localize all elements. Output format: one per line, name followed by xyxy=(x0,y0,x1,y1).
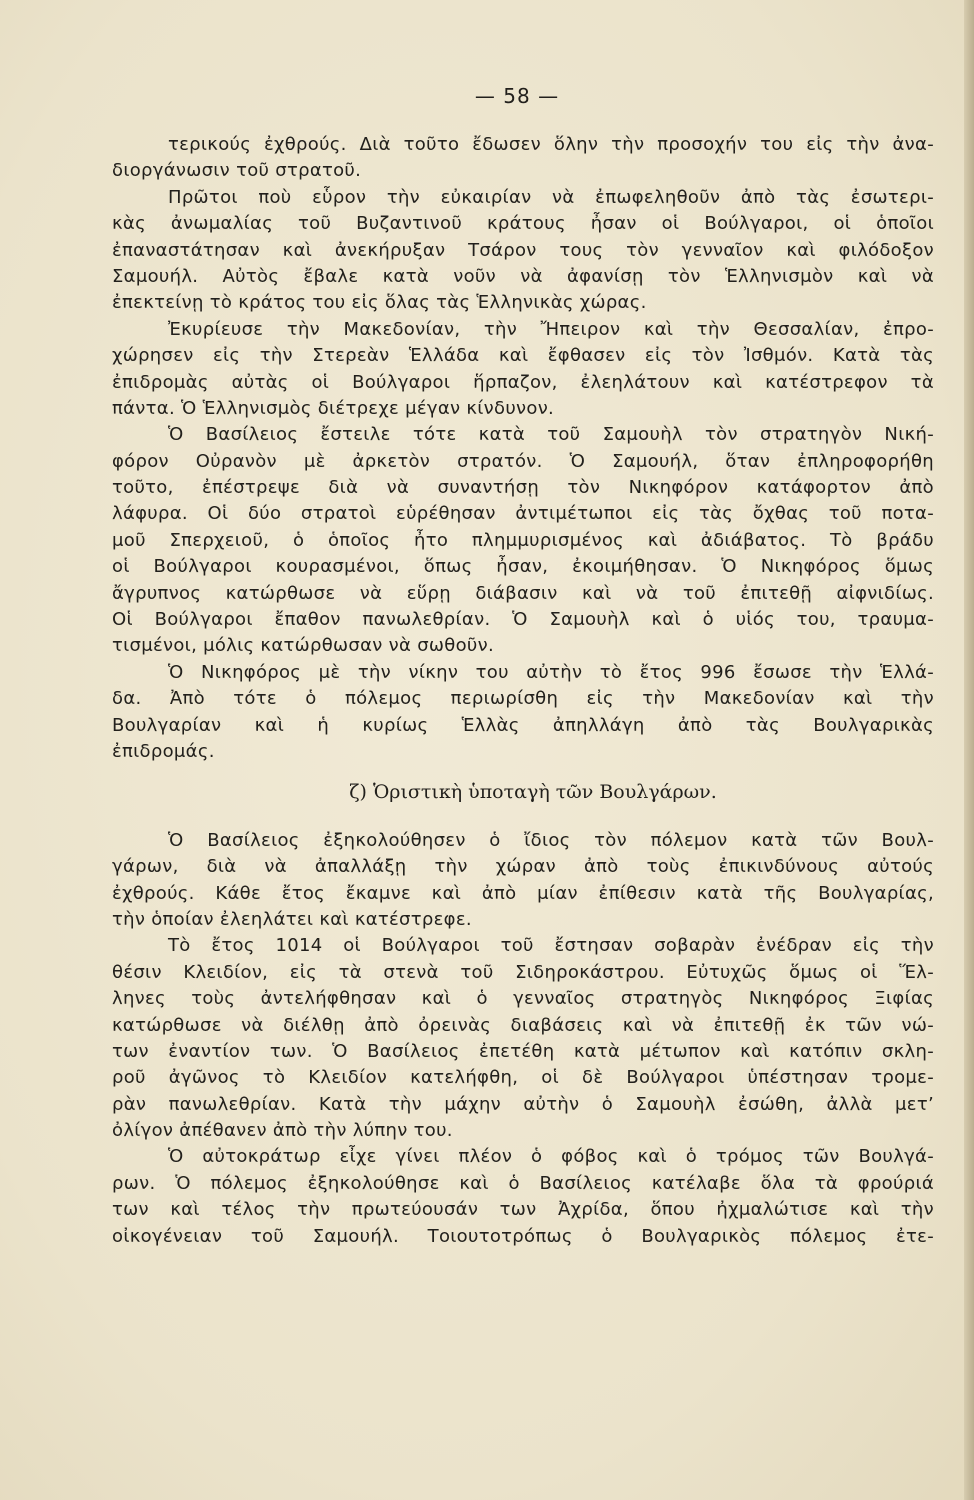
text-line: πάντα. Ὁ Ἑλληνισμὸς διέτρεχε μέγαν κίνδυνον. xyxy=(112,397,555,419)
page-number: — 58 — xyxy=(474,84,560,108)
text-line: ἐπιδρομὰς αὐτὰς οἱ Βούλγαροι ἥρπαζον, ἐλεηλάτουν καὶ κατέστρεφον τὰ xyxy=(112,371,934,393)
text-line: φόρον Οὐρανὸν μὲ ἀρκετὸν στρατόν. Ὁ Σαμουήλ, ὅταν ἐπληροφορήθη xyxy=(112,450,934,472)
text-line: δα. Ἀπὸ τότε ὁ πόλεμος περιωρίσθη εἰς τὴν Μακεδονίαν καὶ τὴν xyxy=(112,688,934,710)
text-line: ληνες τοὺς ἀντελήφθησαν καὶ ὁ γενναῖος στρατηγὸς Νικηφόρος Ξιφίας xyxy=(112,988,934,1010)
text-line: ἄγρυπνος κατώρθωσε νὰ εὕρῃ διάβασιν καὶ νὰ τοῦ ἐπιτεθῇ αἰφνιδίως. xyxy=(112,582,934,604)
text-line: των καὶ τέλος τὴν πρωτεύουσάν των Ἀχρίδα, ὅπου ἠχμαλώτισε καὶ τὴν xyxy=(112,1199,934,1221)
text-line: Ὁ αὐτοκράτωρ εἶχε γίνει πλέον ὁ φόβος καὶ ὁ τρόμος τῶν Βουλγά- xyxy=(168,1146,934,1168)
text-line: τὴν ὁποίαν ἐλεηλάτει καὶ κατέστρεφε. xyxy=(112,908,472,930)
text-line: κὰς ἀνωμαλίας τοῦ Βυζαντινοῦ κράτους ἦσαν οἱ Βούλγαροι, οἱ ὁποῖοι xyxy=(112,213,934,235)
text-line: Ὁ Νικηφόρος μὲ τὴν νίκην του αὐτὴν τὸ ἔτος 996 ἔσωσε τὴν Ἑλλά- xyxy=(168,661,934,683)
text-line: τερικούς ἐχθρούς. Διὰ τοῦτο ἔδωσεν ὅλην τὴν προσοχήν του εἰς τὴν ἀνα- xyxy=(168,134,934,155)
text-line: των ἐναντίον των. Ὁ Βασίλειος ἐπετέθη κατὰ μέτωπον καὶ κατόπιν σκλη- xyxy=(112,1040,934,1062)
text-line: ἐπαναστάτησαν καὶ ἀνεκήρυξαν Τσάρον τους τὸν γενναῖον καὶ φιλόδοξον xyxy=(112,239,934,261)
paragraphs-top xyxy=(112,132,934,765)
text-line: ἐπιδρομάς. xyxy=(112,740,215,762)
text-line: τοῦτο, ἐπέστρεψε διὰ νὰ συναντήσῃ τὸν Νικηφόρον κατάφορτον ἀπὸ xyxy=(112,477,934,499)
text-line: ἐπεκτείνῃ τὸ κράτος του εἰς ὅλας τὰς Ἑλληνικὰς χώρας. xyxy=(112,292,647,314)
paragraph xyxy=(112,185,934,317)
paragraph xyxy=(112,422,934,660)
section-heading: ζ) Ὁριστικὴ ὑποταγὴ τῶν Βουλγάρων. xyxy=(349,781,717,804)
text-line: Ὁ Βασίλειος ἐξηκολούθησεν ὁ ἴδιος τὸν πόλεμον κατὰ τῶν Βουλ- xyxy=(168,829,934,851)
paragraph xyxy=(112,132,934,185)
text-line: κατώρθωσε νὰ διέλθῃ ἀπὸ ὀρεινὰς διαβάσεις καὶ νὰ ἐπιτεθῇ ἐκ τῶν νώ- xyxy=(112,1014,934,1036)
text-line: γάρων, διὰ νὰ ἀπαλλάξῃ τὴν χώραν ἀπὸ τοὺς ἐπικινδύνους αὐτούς xyxy=(112,856,934,878)
text-line: ὀλίγον ἀπέθανεν ἀπὸ τὴν λύπην του. xyxy=(112,1120,453,1142)
text-line: Πρῶτοι ποὺ εὗρον τὴν εὐκαιρίαν νὰ ἐπωφεληθοῦν ἀπὸ τὰς ἐσωτερι- xyxy=(168,186,934,208)
body-text xyxy=(112,132,934,1250)
text-line: τισμένοι, μόλις κατώρθωσαν νὰ σωθοῦν. xyxy=(112,635,494,657)
paragraphs-bottom xyxy=(112,828,934,1250)
text-line: Ὁ Βασίλειος ἔστειλε τότε κατὰ τοῦ Σαμουὴλ τὸν στρατηγὸν Νική- xyxy=(168,424,934,446)
text-line: ρων. Ὁ πόλεμος ἐξηκολούθησε καὶ ὁ Βασίλειος κατέλαβε ὅλα τὰ φρούριά xyxy=(112,1172,934,1194)
paragraph xyxy=(112,1144,934,1250)
text-line: Οἱ Βούλγαροι ἔπαθον πανωλεθρίαν. Ὁ Σαμουὴλ καὶ ὁ υἱός του, τραυμα- xyxy=(112,609,934,631)
paragraph xyxy=(112,933,934,1144)
text-line: Τὸ ἔτος 1014 οἱ Βούλγαροι τοῦ ἔστησαν σοβαρὰν ἐνέδραν εἰς τὴν xyxy=(168,935,934,957)
text-line: λάφυρα. Οἱ δύο στρατοὶ εὑρέθησαν ἀντιμέτωποι εἰς τὰς ὄχθας τοῦ ποτα- xyxy=(112,503,934,525)
paragraph xyxy=(112,828,934,934)
page-edge xyxy=(964,0,974,1500)
text-line: οἱ Βούλγαροι κουρασμένοι, ὅπως ἦσαν, ἐκοιμήθησαν. Ὁ Νικηφόρος ὅμως xyxy=(112,556,934,578)
text-line: ἐχθρούς. Κάθε ἔτος ἔκαμνε καὶ ἀπὸ μίαν ἐπίθεσιν κατὰ τῆς Βουλγαρίας, xyxy=(112,882,934,904)
text-line: χώρησεν εἰς τὴν Στερεὰν Ἑλλάδα καὶ ἔφθασεν εἰς τὸν Ἰσθμόν. Κατὰ τὰς xyxy=(112,345,934,367)
text-line: οἰκογένειαν τοῦ Σαμουήλ. Τοιουτοτρόπως ὁ Βουλγαρικὸς πόλεμος ἐτε- xyxy=(112,1225,934,1247)
text-line: Σαμουήλ. Αὐτὸς ἔβαλε κατὰ νοῦν νὰ ἀφανίσῃ τὸν Ἑλληνισμὸν καὶ νὰ xyxy=(112,265,934,287)
text-line: ροῦ ἀγῶνος τὸ Κλειδίον κατελήφθη, οἱ δὲ Βούλγαροι ὑπέστησαν τρομε- xyxy=(112,1067,934,1089)
text-line: Ἐκυρίευσε τὴν Μακεδονίαν, τὴν Ἤπειρον καὶ τὴν Θεσσαλίαν, ἐπρο- xyxy=(168,318,934,340)
paragraph xyxy=(112,317,934,423)
text-line: ρὰν πανωλεθρίαν. Κατὰ τὴν μάχην αὐτὴν ὁ Σαμουὴλ ἐσώθη, ἀλλὰ μετ’ xyxy=(112,1093,934,1115)
text-line: Βουλγαρίαν καὶ ἡ κυρίως Ἑλλὰς ἀπηλλάγη ἀπὸ τὰς Βουλγαρικὰς xyxy=(112,714,934,736)
text-line: θέσιν Κλειδίον, εἰς τὰ στενὰ τοῦ Σιδηροκάστρου. Εὐτυχῶς ὅμως οἱ Ἕλ- xyxy=(112,961,934,983)
paragraph xyxy=(112,660,934,766)
text-line: μοῦ Σπερχειοῦ, ὁ ὁποῖος ἦτο πλημμυρισμένος καὶ ἀδιάβατος. Τὸ βράδυ xyxy=(112,529,934,551)
text-line: διοργάνωσιν τοῦ στρατοῦ. xyxy=(112,160,362,182)
